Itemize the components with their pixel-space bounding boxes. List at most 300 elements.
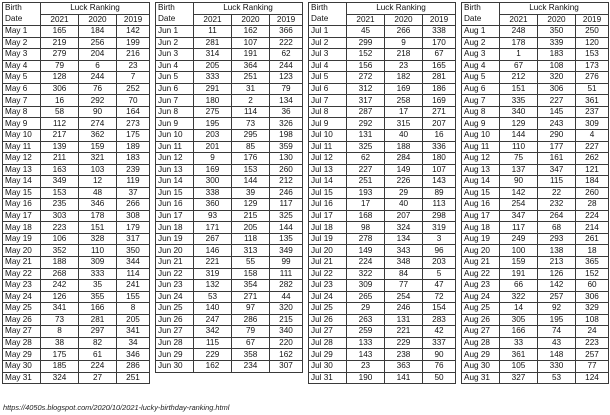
birth-date-cell: Jul 15	[309, 187, 347, 199]
rank-cell-2019: 42	[423, 326, 456, 338]
rank-cell-2019: 220	[270, 337, 303, 349]
rank-cell-2020: 82	[79, 337, 117, 349]
rank-cell-2021: 212	[500, 72, 538, 84]
rank-cell-2020: 244	[79, 72, 117, 84]
rank-cell-2021: 156	[347, 60, 385, 72]
rank-cell-2019: 134	[270, 95, 303, 107]
rank-cell-2020: 178	[79, 210, 117, 222]
rank-cell-2020: 321	[79, 153, 117, 165]
rank-cell-2021: 9	[194, 153, 232, 165]
rank-cell-2019: 3	[423, 233, 456, 245]
rank-cell-2019: 37	[117, 187, 150, 199]
birth-date-cell: Aug 16	[462, 199, 500, 211]
rank-cell-2020: 6	[79, 60, 117, 72]
rank-cell-2020: 251	[232, 72, 270, 84]
rank-cell-2021: 45	[347, 26, 385, 38]
birth-date-cell: Jul 30	[309, 360, 347, 372]
table-row	[462, 83, 609, 95]
rank-cell-2021: 144	[500, 130, 538, 142]
rank-cell-2021: 140	[194, 303, 232, 315]
rank-cell-2020: 224	[79, 360, 117, 372]
birth-date-cell: Aug 10	[462, 130, 500, 142]
rank-cell-2021: 171	[194, 222, 232, 234]
birth-date-cell: Aug 9	[462, 118, 500, 130]
rank-cell-2019: 123	[270, 72, 303, 84]
rank-cell-2019: 62	[270, 49, 303, 61]
rank-cell-2020: 266	[385, 26, 423, 38]
rank-cell-2021: 221	[194, 257, 232, 269]
luck-ranking-header: Luck Ranking	[500, 3, 609, 15]
birth-date-cell: Jul 22	[309, 268, 347, 280]
rank-cell-2020: 264	[538, 210, 576, 222]
birth-date-cell: Aug 3	[462, 49, 500, 61]
birth-date-cell: May 16	[3, 199, 41, 211]
birth-date-cell: Aug 8	[462, 106, 500, 118]
birth-date-cell: Aug 17	[462, 210, 500, 222]
rank-cell-2019: 120	[576, 37, 609, 49]
table-row	[156, 222, 303, 234]
rank-cell-2019: 154	[423, 303, 456, 315]
rank-cell-2020: 205	[232, 222, 270, 234]
table-row	[462, 280, 609, 292]
rank-cell-2021: 66	[500, 280, 538, 292]
rank-cell-2020: 67	[232, 337, 270, 349]
rank-cell-2020: 53	[538, 372, 576, 384]
rank-cell-2021: 319	[194, 268, 232, 280]
rank-cell-2021: 217	[41, 130, 79, 142]
rank-cell-2020: 195	[538, 314, 576, 326]
rank-cell-2020: 138	[538, 245, 576, 257]
table-row	[462, 349, 609, 361]
rank-cell-2019: 8	[117, 303, 150, 315]
table-row	[309, 245, 456, 257]
rank-cell-2019: 361	[576, 95, 609, 107]
rank-cell-2020: 84	[385, 268, 423, 280]
rank-cell-2020: 126	[538, 268, 576, 280]
table-row	[3, 141, 150, 153]
table-row	[3, 314, 150, 326]
rank-cell-2020: 343	[385, 245, 423, 257]
rank-cell-2021: 254	[500, 199, 538, 211]
birth-date-cell: May 17	[3, 210, 41, 222]
birth-date-cell: Aug 4	[462, 60, 500, 72]
birth-date-cell: Aug 2	[462, 37, 500, 49]
birth-date-cell: Aug 6	[462, 83, 500, 95]
table-row	[3, 106, 150, 118]
rank-cell-2021: 235	[41, 199, 79, 211]
rank-cell-2021: 23	[347, 360, 385, 372]
table-row	[462, 210, 609, 222]
birth-date-cell: Jun 29	[156, 349, 194, 361]
rank-cell-2019: 207	[423, 118, 456, 130]
rank-cell-2019: 341	[117, 326, 150, 338]
rank-cell-2020: 284	[385, 153, 423, 165]
birth-date-cell: Aug 27	[462, 326, 500, 338]
birth-date-cell: May 11	[3, 141, 41, 153]
rank-cell-2021: 347	[500, 210, 538, 222]
table-row	[462, 291, 609, 303]
table-row	[3, 257, 150, 269]
rank-cell-2020: 218	[385, 49, 423, 61]
table-row	[156, 245, 303, 257]
table-row	[156, 83, 303, 95]
table-row	[309, 233, 456, 245]
rank-cell-2021: 8	[41, 326, 79, 338]
rank-cell-2020: 48	[79, 187, 117, 199]
table-row	[462, 72, 609, 84]
rank-cell-2019: 286	[117, 360, 150, 372]
rank-cell-2019: 266	[117, 199, 150, 211]
rank-cell-2021: 115	[194, 337, 232, 349]
rank-cell-2021: 190	[347, 372, 385, 384]
rank-cell-2020: 31	[232, 83, 270, 95]
rank-cell-2020: 234	[232, 360, 270, 372]
rank-cell-2019: 72	[423, 291, 456, 303]
rank-cell-2020: 297	[79, 326, 117, 338]
birth-date-cell: Jun 28	[156, 337, 194, 349]
rank-cell-2021: 205	[194, 60, 232, 72]
table-row	[462, 37, 609, 49]
rank-cell-2019: 326	[270, 118, 303, 130]
rank-cell-2019: 344	[117, 257, 150, 269]
table-row	[309, 326, 456, 338]
rank-cell-2021: 324	[41, 372, 79, 384]
rank-cell-2021: 251	[347, 176, 385, 188]
rank-cell-2021: 98	[347, 222, 385, 234]
table-row	[156, 291, 303, 303]
rank-cell-2020: 339	[538, 37, 576, 49]
rank-cell-2020: 141	[385, 372, 423, 384]
birth-date-cell: Jun 24	[156, 291, 194, 303]
rank-cell-2020: 131	[385, 314, 423, 326]
rank-cell-2021: 314	[194, 49, 232, 61]
year-header-2019: 2019	[270, 14, 303, 26]
table-row	[309, 95, 456, 107]
rank-cell-2020: 114	[232, 106, 270, 118]
rank-cell-2020: 77	[385, 280, 423, 292]
rank-cell-2021: 224	[347, 257, 385, 269]
year-header-2019: 2019	[576, 14, 609, 26]
birth-date-cell: Jun 6	[156, 83, 194, 95]
rank-cell-2020: 74	[538, 326, 576, 338]
birth-date-cell: Jun 15	[156, 187, 194, 199]
rank-cell-2019: 224	[576, 210, 609, 222]
birth-date-cell: Aug 29	[462, 349, 500, 361]
rank-cell-2021: 162	[194, 360, 232, 372]
table-row	[462, 360, 609, 372]
rank-cell-2020: 159	[79, 141, 117, 153]
rank-cell-2020: 246	[385, 303, 423, 315]
rank-cell-2020: 238	[385, 349, 423, 361]
table-row	[462, 106, 609, 118]
rank-cell-2021: 146	[194, 245, 232, 257]
rank-cell-2019: 135	[270, 233, 303, 245]
rank-cell-2020: 177	[538, 141, 576, 153]
table-row	[309, 372, 456, 384]
birth-date-cell: May 2	[3, 37, 41, 49]
table-row	[156, 60, 303, 72]
birth-date-cell: Jul 18	[309, 222, 347, 234]
table-row	[462, 222, 609, 234]
rank-cell-2019: 317	[117, 233, 150, 245]
birth-date-cell: Jul 1	[309, 26, 347, 38]
source-url: https://4050s.blogspot.com/2020/10/2021-lucky-birthday-ranking.html	[3, 403, 230, 412]
birth-date-cell: Jun 19	[156, 233, 194, 245]
rank-cell-2021: 265	[347, 291, 385, 303]
table-row	[309, 60, 456, 72]
rank-cell-2020: 309	[79, 257, 117, 269]
table-row	[309, 360, 456, 372]
birth-date-cell: Jun 1	[156, 26, 194, 38]
rank-cell-2021: 247	[194, 314, 232, 326]
rank-cell-2020: 221	[385, 326, 423, 338]
rank-cell-2021: 128	[41, 72, 79, 84]
rank-cell-2019: 143	[423, 176, 456, 188]
rank-cell-2020: 354	[232, 280, 270, 292]
rank-cell-2019: 155	[117, 291, 150, 303]
birth-date-cell: May 30	[3, 360, 41, 372]
rank-cell-2020: 90	[79, 106, 117, 118]
table-row	[309, 83, 456, 95]
rank-cell-2019: 108	[576, 314, 609, 326]
rank-cell-2020: 364	[232, 60, 270, 72]
table-row	[3, 49, 150, 61]
rank-cell-2020: 107	[232, 37, 270, 49]
month-table-may	[2, 2, 150, 384]
rank-cell-2021: 110	[500, 141, 538, 153]
table-row	[3, 164, 150, 176]
birth-date-cell: May 4	[3, 60, 41, 72]
rank-cell-2019: 175	[117, 130, 150, 142]
birth-date-cell: May 22	[3, 268, 41, 280]
year-header-2020: 2020	[385, 14, 423, 26]
rank-cell-2019: 306	[576, 291, 609, 303]
rank-cell-2019: 257	[576, 349, 609, 361]
rank-cell-2020: 227	[538, 95, 576, 107]
luck-ranking-header: Luck Ranking	[41, 3, 150, 15]
table-row	[462, 187, 609, 199]
table-row	[309, 49, 456, 61]
rank-cell-2019: 183	[117, 153, 150, 165]
rank-cell-2020: 191	[232, 49, 270, 61]
table-row	[3, 37, 150, 49]
rank-cell-2019: 276	[576, 72, 609, 84]
rank-cell-2020: 40	[385, 199, 423, 211]
rank-cell-2019: 77	[576, 360, 609, 372]
rank-cell-2021: 300	[194, 176, 232, 188]
rank-cell-2020: 162	[232, 26, 270, 38]
luck-ranking-tables	[2, 2, 608, 400]
birth-date-cell: Jul 10	[309, 130, 347, 142]
rank-cell-2020: 330	[538, 360, 576, 372]
table-row	[309, 303, 456, 315]
table-row	[3, 187, 150, 199]
birth-date-cell: May 7	[3, 95, 41, 107]
birth-date-cell: Aug 13	[462, 164, 500, 176]
birth-header: Birth	[309, 3, 347, 15]
rank-cell-2019: 271	[423, 106, 456, 118]
rank-cell-2019: 121	[576, 164, 609, 176]
rank-cell-2019: 366	[270, 26, 303, 38]
rank-cell-2021: 219	[41, 37, 79, 49]
table-row	[462, 314, 609, 326]
month-table-aug	[461, 2, 609, 384]
birth-date-cell: Aug 22	[462, 268, 500, 280]
rank-cell-2020: 169	[385, 83, 423, 95]
table-row	[309, 130, 456, 142]
birth-date-cell: May 1	[3, 26, 41, 38]
rank-cell-2020: 293	[538, 233, 576, 245]
rank-cell-2019: 173	[576, 60, 609, 72]
birth-date-cell: Jun 30	[156, 360, 194, 372]
rank-cell-2020: 350	[538, 26, 576, 38]
birth-date-cell: Jul 13	[309, 164, 347, 176]
birth-date-cell: Jun 2	[156, 37, 194, 49]
rank-cell-2020: 257	[538, 291, 576, 303]
rank-cell-2021: 317	[347, 95, 385, 107]
luck-ranking-header: Luck Ranking	[347, 3, 456, 15]
birth-date-cell: Jul 9	[309, 118, 347, 130]
table-row	[309, 257, 456, 269]
rank-cell-2019: 18	[576, 245, 609, 257]
rank-cell-2021: 195	[194, 118, 232, 130]
rank-cell-2021: 178	[500, 37, 538, 49]
birth-date-cell: Jul 4	[309, 60, 347, 72]
rank-cell-2019: 199	[117, 37, 150, 49]
rank-cell-2019: 189	[117, 141, 150, 153]
rank-cell-2019: 307	[270, 360, 303, 372]
year-header-2021: 2021	[41, 14, 79, 26]
rank-cell-2020: 328	[79, 233, 117, 245]
rank-cell-2021: 325	[347, 141, 385, 153]
table-row	[462, 60, 609, 72]
table-row	[3, 291, 150, 303]
rank-cell-2021: 322	[347, 268, 385, 280]
birth-date-cell: May 9	[3, 118, 41, 130]
rank-cell-2021: 90	[500, 176, 538, 188]
rank-cell-2019: 89	[423, 187, 456, 199]
rank-cell-2019: 241	[117, 280, 150, 292]
birth-date-cell: May 18	[3, 222, 41, 234]
birth-date-cell: May 8	[3, 106, 41, 118]
birth-date-cell: Jun 20	[156, 245, 194, 257]
birth-date-cell: Aug 31	[462, 372, 500, 384]
birth-date-cell: Jul 20	[309, 245, 347, 257]
birth-date-cell: Aug 28	[462, 337, 500, 349]
rank-cell-2021: 75	[500, 153, 538, 165]
table-row	[3, 153, 150, 165]
rank-cell-2020: 145	[538, 106, 576, 118]
rank-cell-2019: 28	[576, 199, 609, 211]
rank-cell-2020: 149	[385, 164, 423, 176]
birth-date-cell: May 6	[3, 83, 41, 95]
rank-cell-2019: 99	[270, 257, 303, 269]
table-row	[309, 349, 456, 361]
rank-cell-2020: 204	[79, 49, 117, 61]
rank-cell-2020: 182	[385, 72, 423, 84]
table-row	[462, 118, 609, 130]
birth-date-cell: Jun 26	[156, 314, 194, 326]
table-row	[462, 95, 609, 107]
rank-cell-2020: 2	[232, 95, 270, 107]
rank-cell-2021: 342	[194, 326, 232, 338]
rank-cell-2019: 184	[576, 176, 609, 188]
birth-date-cell: Jul 31	[309, 372, 347, 384]
rank-cell-2019: 338	[423, 26, 456, 38]
rank-cell-2019: 60	[576, 280, 609, 292]
rank-cell-2019: 319	[423, 222, 456, 234]
birth-date-cell: Jun 14	[156, 176, 194, 188]
rank-cell-2019: 252	[117, 83, 150, 95]
rank-cell-2019: 142	[117, 26, 150, 38]
rank-cell-2019: 117	[270, 199, 303, 211]
table-row	[3, 176, 150, 188]
birth-date-cell: Jul 12	[309, 153, 347, 165]
rank-cell-2021: 299	[347, 37, 385, 49]
rank-cell-2021: 275	[194, 106, 232, 118]
table-row	[309, 210, 456, 222]
rank-cell-2020: 286	[232, 314, 270, 326]
table-row	[156, 233, 303, 245]
rank-cell-2021: 105	[500, 360, 538, 372]
rank-cell-2020: 347	[538, 164, 576, 176]
birth-date-cell: Jul 16	[309, 199, 347, 211]
birth-date-cell: Aug 14	[462, 176, 500, 188]
table-row	[156, 153, 303, 165]
table-row	[309, 291, 456, 303]
table-row	[3, 349, 150, 361]
rank-cell-2020: 110	[79, 245, 117, 257]
rank-cell-2019: 153	[576, 49, 609, 61]
birth-date-cell: Jul 6	[309, 83, 347, 95]
rank-cell-2019: 216	[117, 49, 150, 61]
rank-cell-2021: 242	[41, 280, 79, 292]
table-row	[462, 303, 609, 315]
rank-cell-2020: 68	[538, 222, 576, 234]
rank-cell-2020: 183	[538, 49, 576, 61]
table-row	[156, 210, 303, 222]
rank-cell-2019: 281	[423, 72, 456, 84]
rank-cell-2020: 40	[385, 130, 423, 142]
rank-cell-2020: 144	[232, 176, 270, 188]
luck-ranking-header: Luck Ranking	[194, 3, 303, 15]
birth-date-cell: Aug 23	[462, 280, 500, 292]
rank-cell-2020: 358	[232, 349, 270, 361]
year-header-2021: 2021	[500, 14, 538, 26]
rank-cell-2019: 251	[117, 372, 150, 384]
birth-date-cell: Aug 30	[462, 360, 500, 372]
birth-date-cell: Aug 21	[462, 257, 500, 269]
table-row	[3, 199, 150, 211]
birth-date-cell: Jul 28	[309, 337, 347, 349]
rank-cell-2020: 271	[232, 291, 270, 303]
table-row	[309, 141, 456, 153]
rank-cell-2020: 256	[79, 37, 117, 49]
birth-date-cell: May 10	[3, 130, 41, 142]
birth-date-cell: Aug 1	[462, 26, 500, 38]
rank-cell-2020: 85	[232, 141, 270, 153]
rank-cell-2021: 292	[347, 118, 385, 130]
rank-cell-2019: 320	[270, 303, 303, 315]
table-row	[156, 118, 303, 130]
table-row	[156, 314, 303, 326]
birth-date-cell: May 29	[3, 349, 41, 361]
birth-date-cell: Aug 12	[462, 153, 500, 165]
table-row	[309, 164, 456, 176]
birth-date-cell: May 28	[3, 337, 41, 349]
rank-cell-2021: 191	[500, 268, 538, 280]
rank-cell-2020: 348	[385, 257, 423, 269]
